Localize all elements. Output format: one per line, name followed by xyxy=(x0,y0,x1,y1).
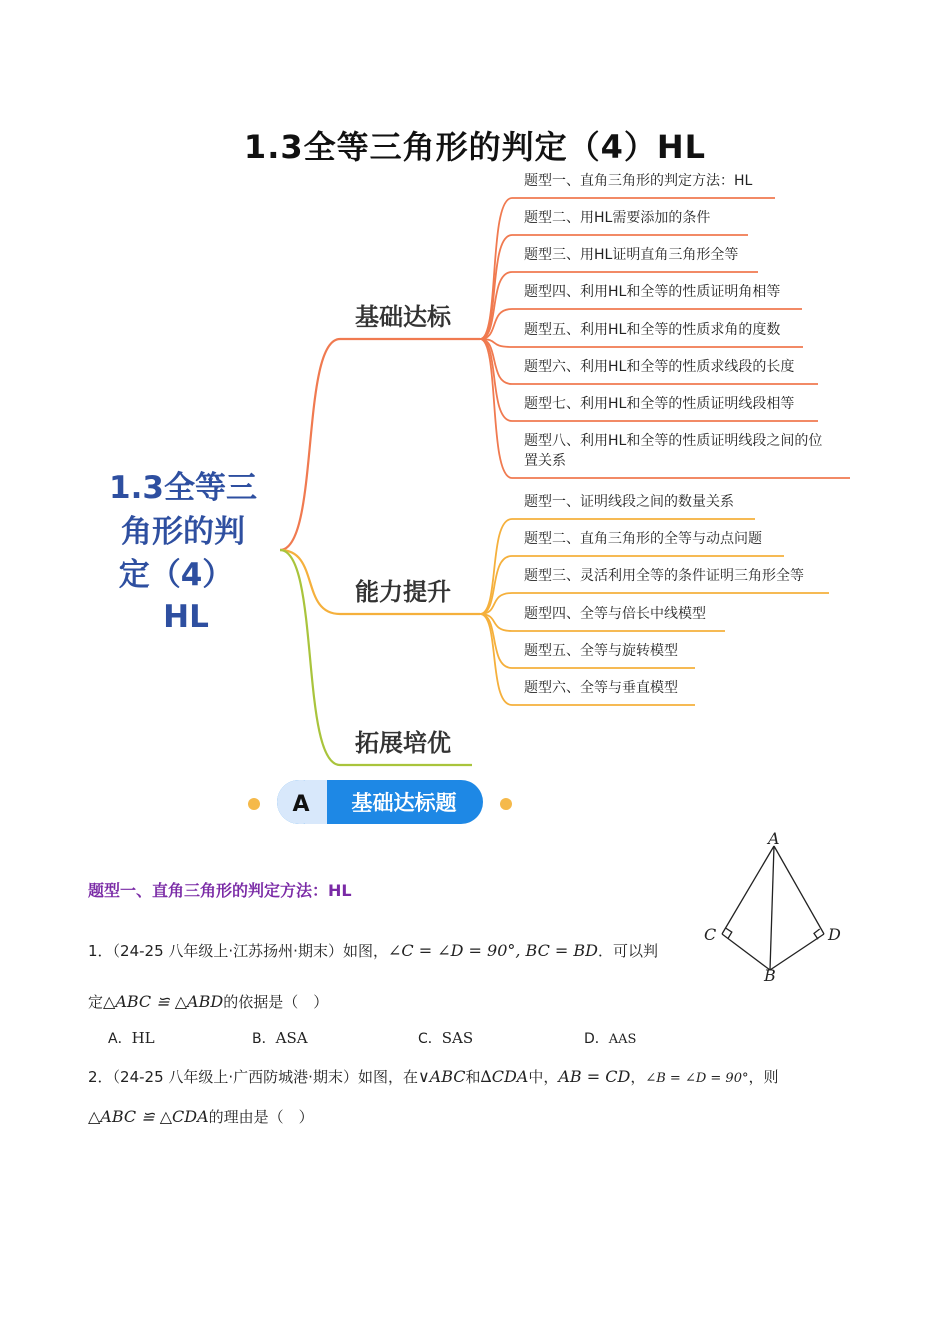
option-d[interactable] xyxy=(584,1028,636,1048)
math-expression: ∆CDA xyxy=(480,1067,529,1086)
mind-map-item: 题型六、全等与垂直模型 xyxy=(524,680,678,696)
label-B: B xyxy=(764,966,776,985)
label-C: C xyxy=(704,925,717,944)
option-a[interactable] xyxy=(108,1028,155,1048)
question-number: 2． xyxy=(88,1068,113,1086)
root-label-line: 1.3全等三 xyxy=(109,470,257,506)
root-label-line: HL xyxy=(163,599,209,635)
mind-map-item: 题型七、利用HL和全等的性质证明线段相等 xyxy=(524,396,795,412)
document-title: 1.3全等三角形的判定（4）HL xyxy=(243,128,707,166)
question-source: （24-25 八年级上·江苏扬州·期末） xyxy=(112,942,343,960)
mind-map-item: 题型二、直角三角形的全等与动点问题 xyxy=(524,531,762,547)
question-text: 和 xyxy=(465,1068,481,1086)
mind-map-item: 题型三、用HL证明直角三角形全等 xyxy=(524,247,739,263)
mind-map-item: 题型二、用HL需要添加的条件 xyxy=(524,210,711,226)
mind-map-item: 置关系 xyxy=(524,453,566,469)
option-value: AAS xyxy=(608,1032,637,1047)
mind-map-item: 题型六、利用HL和全等的性质求线段的长度 xyxy=(524,359,795,375)
section-banner xyxy=(168,778,598,828)
branch-label: 基础达标 xyxy=(355,303,451,331)
option-b[interactable] xyxy=(252,1028,308,1048)
mind-map-item: 题型八、利用HL和全等的性质证明线段之间的位 xyxy=(524,433,823,449)
mind-map-item: 题型三、灵活利用全等的条件证明三角形全等 xyxy=(524,568,804,584)
root-label-line: 定（4） xyxy=(118,557,234,593)
math-expression: AB = CD xyxy=(558,1067,631,1086)
question-1-line-2 xyxy=(88,991,328,1012)
root-label-line: 角形的判 xyxy=(121,514,245,550)
item-connector xyxy=(480,614,695,668)
branch-connector xyxy=(280,339,480,550)
mind-map-item: 题型四、利用HL和全等的性质证明角相等 xyxy=(524,284,781,300)
mind-map-item: 题型五、全等与旋转模型 xyxy=(524,643,678,659)
math-expression: ∨ABC xyxy=(417,1067,466,1086)
kite-figure xyxy=(700,828,850,988)
item-connector xyxy=(480,339,803,347)
option-letter: A． xyxy=(108,1031,132,1047)
option-letter: B． xyxy=(252,1031,276,1047)
question-text: ．可以判 xyxy=(598,942,659,960)
label-A: A xyxy=(768,829,780,848)
option-value: SAS xyxy=(441,1029,474,1047)
question-1-line-1 xyxy=(88,940,658,961)
mind-map-item: 题型一、证明线段之间的数量关系 xyxy=(524,494,734,510)
mind-map-item: 题型一、直角三角形的判定方法：HL xyxy=(524,173,753,189)
question-text: 如图， xyxy=(342,942,388,960)
question-text: ，则 xyxy=(748,1068,779,1086)
question-text: 的依据是（ ） xyxy=(223,993,329,1011)
label-D: D xyxy=(828,925,841,944)
mind-map xyxy=(0,160,950,770)
question-number: 1． xyxy=(88,942,113,960)
question-text: 定 xyxy=(88,993,104,1011)
option-c[interactable] xyxy=(418,1028,473,1048)
math-expression: ∠B = ∠D = 90° xyxy=(645,1071,749,1086)
banner-dot-left xyxy=(248,798,260,810)
section-heading: 题型一、直角三角形的判定方法：HL xyxy=(88,881,352,900)
branch-label: 能力提升 xyxy=(355,578,451,606)
option-letter: C． xyxy=(418,1031,442,1047)
option-value: ASA xyxy=(275,1029,308,1047)
math-expression: △ABC ≌ △ABD xyxy=(103,992,224,1011)
banner-title: 基础达标题 xyxy=(351,791,457,815)
mind-map-item: 题型五、利用HL和全等的性质求角的度数 xyxy=(524,322,781,338)
question-text: 如图，在 xyxy=(357,1068,418,1086)
math-expression: ∠C = ∠D = 90°, BC = BD xyxy=(387,941,598,960)
branch-label: 拓展培优 xyxy=(355,729,451,757)
mind-map-labels xyxy=(109,172,822,757)
math-expression: △ABC ≌ △CDA xyxy=(88,1107,209,1126)
banner-dot-right xyxy=(500,798,512,810)
question-text: ， xyxy=(630,1068,646,1086)
option-value: HL xyxy=(131,1029,155,1047)
option-letter: D． xyxy=(584,1031,609,1047)
question-source: （24-25 八年级上·广西防城港·期末） xyxy=(112,1068,358,1086)
question-2-line-1 xyxy=(88,1066,778,1087)
banner-letter: A xyxy=(292,792,310,817)
question-text: 中， xyxy=(528,1068,559,1086)
question-text: 的理由是（ ） xyxy=(208,1108,314,1126)
mind-map-item: 题型四、全等与倍长中线模型 xyxy=(524,606,706,622)
question-2-line-2 xyxy=(88,1106,314,1127)
